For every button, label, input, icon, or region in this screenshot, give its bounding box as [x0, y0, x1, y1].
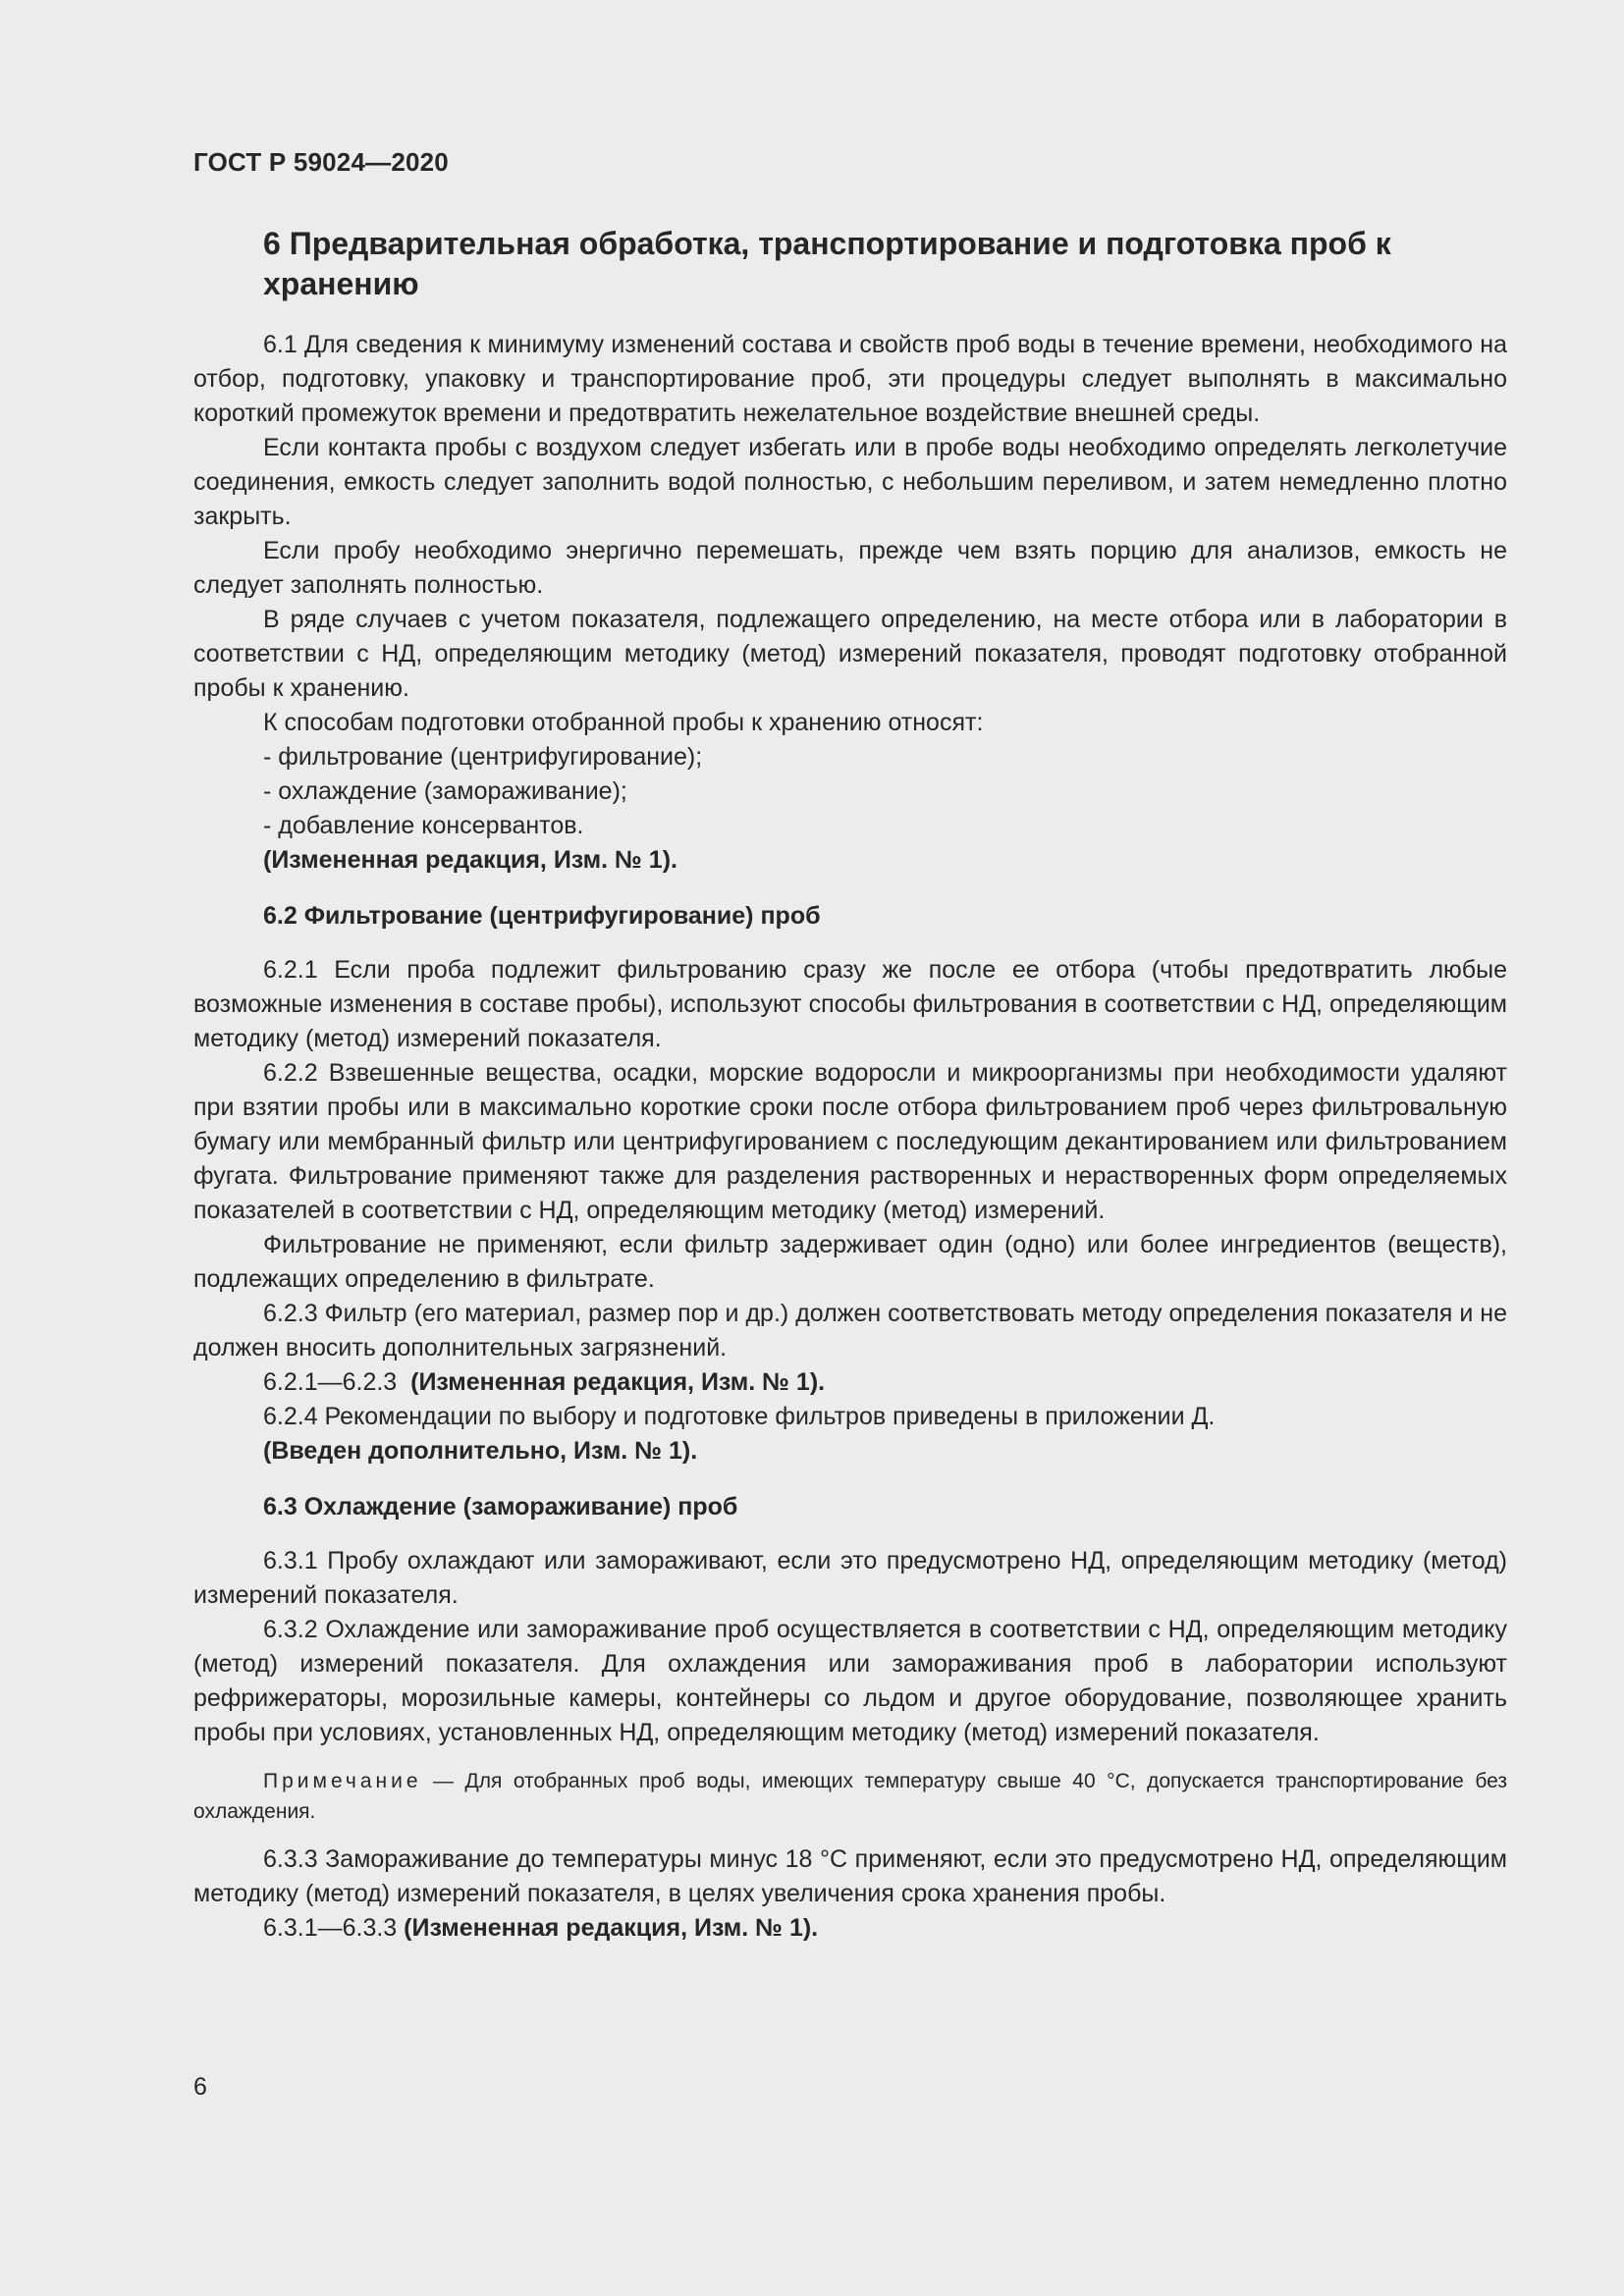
paragraph-6-2-3: 6.2.3 Фильтр (его материал, размер пор и др.) должен соответствовать методу определения показателя и не должен вносить дополнительных загрязнений. [193, 1300, 1507, 1362]
section-title: 6 Предварительная обработка, транспортирование и подготовка проб к хранению [263, 226, 1391, 301]
note-text: — Для отобранных проб воды, имеющих температуру свыше 40 °С, допускается транспортирование без охлаждения. [193, 1770, 1507, 1823]
paragraph-6-3-1: 6.3.1 Пробу охлаждают или замораживают, если это предусмотрено НД, определяющим методику (метод) измерений показателя. [193, 1547, 1507, 1609]
paragraph-air-contact: Если контакта пробы с воздухом следует избегать или в пробе воды необходимо определять легколетучие соединения, емкость следует заполнить водой полностью, с небольшим переливом, и затем немедленно плотно закрыть. [193, 434, 1507, 530]
paragraph-6-1: 6.1 Для сведения к минимуму изменений состава и свойств проб воды в течение времени, необходимого на отбор, подготовку, упаковку и транспортирование проб, эти процедуры следует выполнять в максимально короткий промежуток времени и предотвратить нежелательное воздействие внешней среды. [193, 331, 1507, 427]
paragraph-6-3-3: 6.3.3 Замораживание до температуры минус 18 °С применяют, если это предусмотрено НД, определяющим методику (метод) измерений показателя, в целях увеличения срока хранения пробы. [193, 1845, 1507, 1907]
list-item-cooling: - охлаждение (замораживание); [263, 777, 627, 805]
paragraph-storage-prep: В ряде случаев с учетом показателя, подлежащего определению, на месте отбора или в лаборатории в соответствии с НД, определяющим методику (метод) измерений показателя, проводят подготовку отобранной пробы к хранению. [193, 606, 1507, 702]
subsection-heading-6-2: 6.2 Фильтрование (центрифугирование) проб [263, 902, 821, 930]
list-item-filtration: - фильтрование (центрифугирование); [263, 743, 703, 771]
paragraph-6-2-2: 6.2.2 Взвешенные вещества, осадки, морские водоросли и микроорганизмы при необходимости удаляют при взятии пробы или в максимально короткие сроки после отбора фильтрованием проб через фильтровальную бумагу или мембранный фильтр или центрифугированием с последующим декантированием или фильтрованием фугата. Фильтрование применяют также для разделения растворенных и нерастворенных форм определяемых показателей в соответствии с НД, определяющим методику (метод) измерений. [193, 1059, 1507, 1224]
amendment-range: 6.3.1—6.3.3 [263, 1914, 405, 1942]
document-body [193, 328, 1507, 1946]
subsection-heading-6-3: 6.3 Охлаждение (замораживание) проб [263, 1493, 738, 1521]
addition-note-6-2-4: (Введен дополнительно, Изм. № 1). [263, 1437, 698, 1465]
amendment-range: 6.2.1—6.2.3 [263, 1368, 398, 1396]
paragraph-mixing: Если пробу необходимо энергично перемешать, прежде чем взять порцию для анализов, емкость не следует заполнять полностью. [193, 537, 1507, 599]
list-item-preservatives: - добавление консервантов. [263, 812, 584, 839]
paragraph-6-3-2: 6.3.2 Охлаждение или замораживание проб осуществляется в соответствии с НД, определяющим методику (метод) измерений показателя. Для охлаждения или замораживания проб в лаборатории используют рефрижераторы, морозильные камеры, контейнеры со льдом и другое оборудование, позволяющее хранить пробы при условиях, установленных НД, определяющим методику (метод) измерений показателя. [193, 1616, 1507, 1746]
paragraph-filtration-not-applied: Фильтрование не применяют, если фильтр задерживает один (одно) или более ингредиентов (веществ), подлежащих определению в фильтрате. [193, 1231, 1507, 1293]
note [193, 1766, 1507, 1827]
note-label: Примечание [263, 1770, 422, 1792]
amendment-label: (Измененная редакция, Изм. № 1). [404, 1914, 819, 1942]
amendment-note-6-3 [193, 1911, 1507, 1946]
paragraph-methods-intro: К способам подготовки отобранной пробы к хранению относят: [263, 709, 984, 736]
paragraph-6-2-4: 6.2.4 Рекомендации по выбору и подготовке фильтров приведены в приложении Д. [263, 1403, 1216, 1430]
amendment-note-6-2 [193, 1365, 1507, 1400]
amendment-note-6-1: (Измененная редакция, Изм. № 1). [263, 846, 677, 874]
amendment-label: (Измененная редакция, Изм. № 1). [410, 1368, 826, 1396]
paragraph-6-2-1: 6.2.1 Если проба подлежит фильтрованию сразу же после ее отбора (чтобы предотвратить любые возможные изменения в составе пробы), используют способы фильтрования в соответствии с НД, определяющим методику (метод) измерений показателя. [193, 956, 1507, 1052]
page-number: 6 [193, 2073, 207, 2101]
document-header: ГОСТ Р 59024—2020 [193, 147, 449, 177]
